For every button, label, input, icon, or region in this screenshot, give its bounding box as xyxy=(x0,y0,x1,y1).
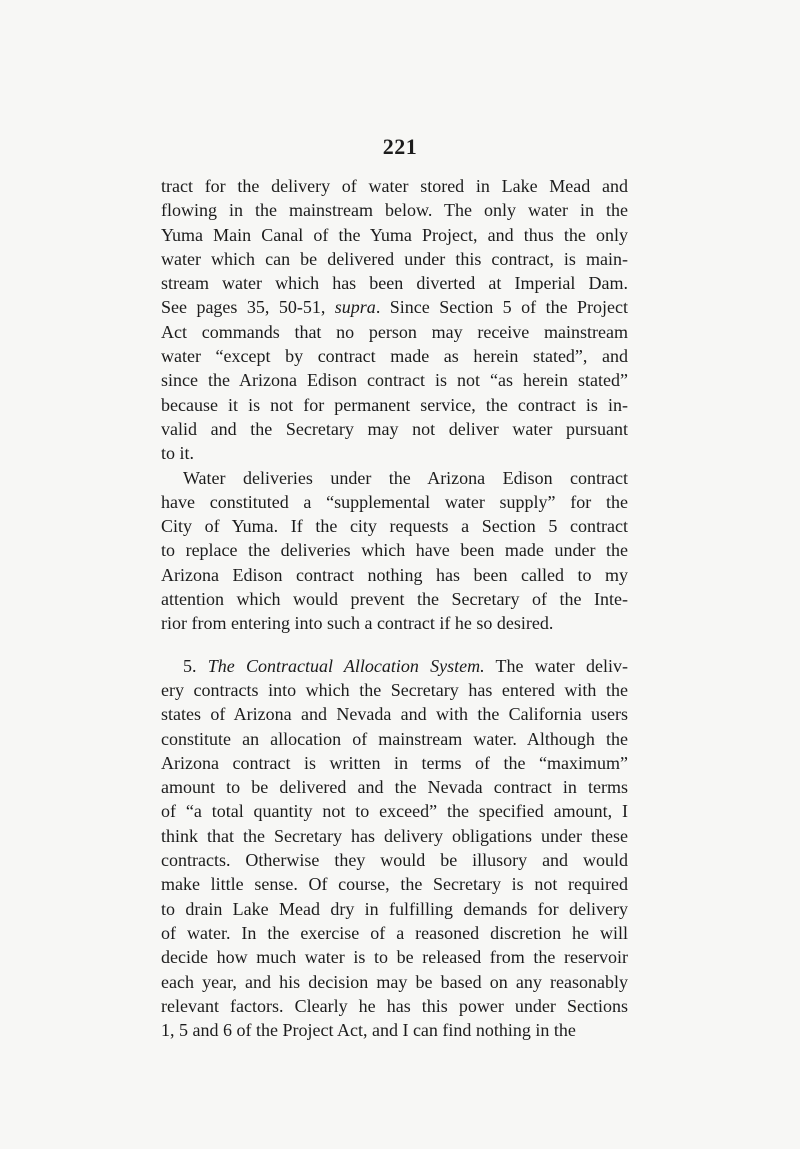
text-line: to it. xyxy=(161,443,195,464)
text-line: water “except by contract made as herein stated”, and xyxy=(161,346,628,367)
text-line: states of Arizona and Nevada and with the California users xyxy=(161,704,628,725)
text-line: rior from entering into such a contract if he so desired. xyxy=(161,613,554,634)
text-line: each year, and his decision may be based on any reasonably xyxy=(161,971,628,992)
text-line: amount to be delivered and the Nevada contract in terms xyxy=(161,777,628,798)
text-line: valid and the Secretary may not deliver water pursuant xyxy=(161,418,628,439)
text-line: flowing in the mainstream below. The only water in the xyxy=(161,200,628,221)
text-line: decide how much water is to be released from the reservoir xyxy=(161,947,628,968)
text-line: 1, 5 and 6 of the Project Act, and I can find nothing in the xyxy=(161,1020,576,1041)
paragraph-1 xyxy=(161,174,628,466)
paragraph-2 xyxy=(161,466,628,636)
text-line: contracts. Otherwise they would be illusory and would xyxy=(161,850,628,871)
text-line: to drain Lake Mead dry in fulfilling demands for delivery xyxy=(161,898,628,919)
body-text xyxy=(161,174,628,1042)
text-line: 5. The Contractual Allocation System. The water deliv- xyxy=(183,655,628,676)
text-line: See pages 35, 50-51, supra. Since Section 5 of the Project xyxy=(161,297,629,318)
text-line: to replace the deliveries which have been made under the xyxy=(161,540,628,561)
text-line: ery contracts into which the Secretary has entered with the xyxy=(161,679,628,700)
text-line: Act commands that no person may receive mainstream xyxy=(161,321,628,342)
paragraph-3 xyxy=(161,654,628,1043)
text-line: attention which would prevent the Secretary of the Inte- xyxy=(161,589,628,610)
text-line: Water deliveries under the Arizona Edison contract xyxy=(183,467,628,488)
text-line: tract for the delivery of water stored in Lake Mead and xyxy=(161,176,628,196)
text-line: relevant factors. Clearly he has this power under Sections xyxy=(161,995,628,1016)
text-line: of “a total quantity not to exceed” the specified amount, I xyxy=(161,801,628,822)
text-line: make little sense. Of course, the Secretary is not required xyxy=(161,874,628,895)
text-line: have constituted a “supplemental water supply” for the xyxy=(161,491,628,512)
page-number: 221 xyxy=(382,134,418,159)
text-line: think that the Secretary has delivery obligations under these xyxy=(161,825,628,846)
text-line: water which can be delivered under this contract, is main- xyxy=(161,248,628,269)
text-line: of water. In the exercise of a reasoned discretion he will xyxy=(161,922,628,943)
text-line: since the Arizona Edison contract is not “as herein stated” xyxy=(161,370,628,391)
text-line: City of Yuma. If the city requests a Section 5 contract xyxy=(161,516,628,537)
text-line: Arizona Edison contract nothing has been called to my xyxy=(161,564,628,585)
text-line: constitute an allocation of mainstream water. Although the xyxy=(161,728,628,749)
text-line: stream water which has been diverted at Imperial Dam. xyxy=(161,273,628,294)
text-line: Yuma Main Canal of the Yuma Project, and thus the only xyxy=(161,224,628,245)
text-line: because it is not for permanent service, the contract is in- xyxy=(161,394,628,415)
text-line: Arizona contract is written in terms of the “maximum” xyxy=(161,752,628,773)
